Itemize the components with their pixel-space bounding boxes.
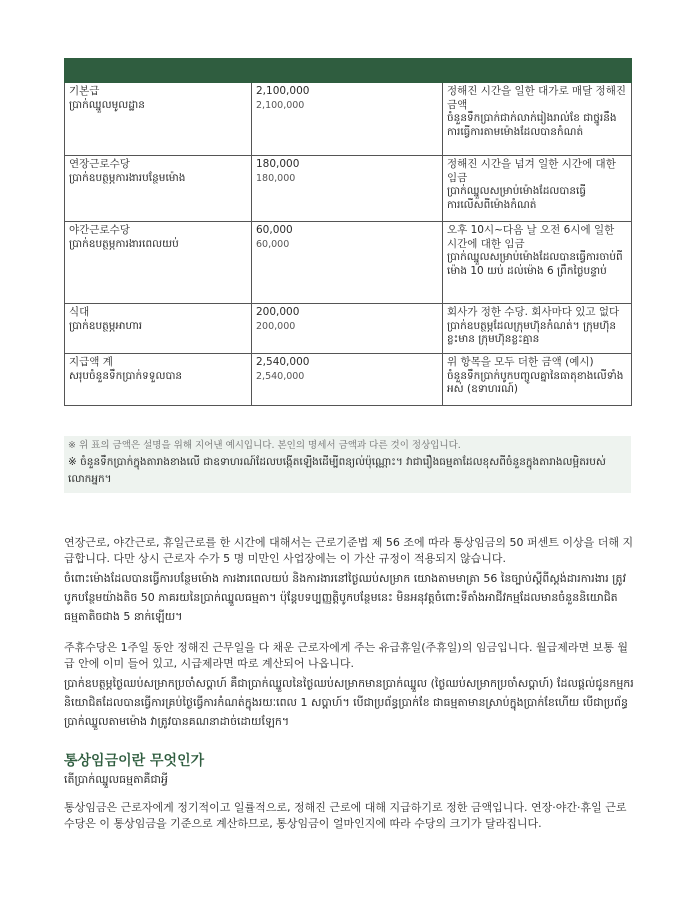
- weekly-holiday-paragraph: [64, 640, 634, 731]
- item-cell: [65, 354, 252, 406]
- description-khmer: ចំនួនទឹកប្រាក់ជាក់លាក់រៀងរាល់ខែ ជាថ្នូរនឹងការធ្វើការតាមម៉ោងដែលបានកំណត់: [447, 112, 617, 138]
- header-amount: [252, 59, 443, 83]
- header-description: [443, 59, 632, 83]
- item-khmer: ប្រាក់ឧបត្ថម្ភការងារពេលយប់: [69, 237, 179, 250]
- description-khmer: ចំនួនទឹកប្រាក់បូកបញ្ចូលគ្នានៃធាតុខាងលើទាំងអស់ (ឧទាហរណ៍): [447, 369, 624, 395]
- amount-cell: [252, 83, 443, 156]
- paragraph-khmer: ចំពោះម៉ោងដែលបានធ្វើការបន្ថែមម៉ោង ការងារពេលយប់ និងការងារនៅថ្ងៃឈប់សម្រាក យោងតាមមាត្រា 56 នៃច្បាប់ស្តីពីស្តង់ដារការងារ ត្រូវបូកបន្ថែមយ៉ាងតិច 50 ភាគរយនៃប្រាក់ឈ្នួលធម្មតា។ ប៉ុន្តែបទប្បញ្ញត្តិបូកបន្ថែមនេះ មិនអនុវត្តចំពោះទីតាំងអាជីវកម្មដែលមានចំនួននិយោជិតធម្មតាតិចជាង 5 នាក់ឡើយ។: [64, 572, 626, 623]
- item-cell: [65, 304, 252, 354]
- header-item: [65, 59, 252, 83]
- description-korean: 정해진 시간을 일한 대가로 매달 정해진 금액: [447, 85, 626, 111]
- overtime-paragraph: [64, 535, 634, 626]
- amount-value: 2,100,000: [256, 85, 310, 97]
- description-khmer: ប្រាក់ឧបត្ថម្ភដែលក្រុមហ៊ុនកំណត់។ ក្រុមហ៊ុនខ្លះមាន ក្រុមហ៊ុនខ្លះគ្មាន: [447, 319, 617, 345]
- amount-cell: [252, 354, 443, 406]
- table-row: [65, 156, 632, 222]
- amount-secondary: 2,540,000: [256, 370, 305, 382]
- pay-table: [64, 58, 632, 406]
- item-korean: 식대: [69, 306, 90, 318]
- amount-value: 2,540,000: [256, 356, 310, 368]
- amount-cell: [252, 304, 443, 354]
- table-row: [65, 222, 632, 304]
- description-korean: 오후 10시~다음 날 오전 6시에 일한 시간에 대한 임금: [447, 224, 615, 250]
- table-row: [65, 304, 632, 354]
- paragraph-korean: 연장근로, 야간근로, 휴일근로를 한 시간에 대해서는 근로기준법 제 56 조에 따라 통상임금의 50 퍼센트 이상을 더해 지급합니다. 다만 상시 근로자 수가 5 명 미만인 사업장에는 이 가산 규정이 적용되지 않습니다.: [64, 536, 634, 565]
- amount-secondary: 2,100,000: [256, 99, 305, 111]
- amount-cell: [252, 222, 443, 304]
- note-korean: ※ 위 표의 금액은 설명을 위해 지어낸 예시입니다. 본인의 명세서 금액과 다른 것이 정상입니다.: [68, 440, 461, 451]
- description-cell: [443, 156, 632, 222]
- item-cell: [65, 156, 252, 222]
- section-body: 통상임금은 근로자에게 정기적이고 일률적으로, 정해진 근로에 대해 지급하기로 정한 금액입니다. 연장·야간·휴일 근로수당은 이 통상임금을 기준으로 계산하므로, 통상임금이 얼마인지에 따라 수당의 크기가 달라집니다.: [64, 801, 627, 830]
- amount-cell: [252, 156, 443, 222]
- description-cell: [443, 304, 632, 354]
- item-khmer: ប្រាក់ឧបត្ថម្ភការងារបន្ថែមម៉ោង: [69, 171, 186, 184]
- description-korean: 위 항목을 모두 더한 금액 (예시): [447, 356, 594, 368]
- amount-value: 180,000: [256, 158, 300, 170]
- amount-value: 60,000: [256, 224, 293, 236]
- content-area: [64, 58, 631, 406]
- amount-secondary: 180,000: [256, 172, 296, 184]
- section-heading: 통상임금이란 무엇인가: [64, 753, 205, 769]
- item-korean: 기본급: [69, 85, 100, 97]
- paragraph-khmer: ប្រាក់ឧបត្ថម្ភថ្ងៃឈប់សម្រាកប្រចាំសប្តាហ៍ គឺជាប្រាក់ឈ្នួលនៃថ្ងៃឈប់សម្រាកមានប្រាក់ឈ្នួល (ថ្ងៃឈប់សម្រាកប្រចាំសប្តាហ៍) ដែលផ្តល់ជូនកម្មករនិយោជិតដែលបានធ្វើការគ្រប់ថ្ងៃធ្វើការកំណត់ក្នុងរយៈពេល 1 សប្តាហ៍។ បើជាប្រព័ន្ធប្រាក់ខែ ជាធម្មតាមានស្រាប់ក្នុងប្រាក់ខែហើយ បើជាប្រព័ន្ធប្រាក់ឈ្នួលតាមម៉ោង វាត្រូវបានគណនាដាច់ដោយឡែក។: [64, 677, 634, 728]
- table-header-row: [65, 59, 632, 83]
- item-cell: [65, 222, 252, 304]
- table-row: [65, 354, 632, 406]
- description-khmer: ប្រាក់ឈ្នួលសម្រាប់ម៉ោងដែលបានធ្វើការលើសពីម៉ោងកំណត់: [447, 185, 587, 211]
- amount-value: 200,000: [256, 306, 300, 318]
- paragraph-korean: 주휴수당은 1주일 동안 정해진 근무일을 다 채운 근로자에게 주는 유급휴일(주휴일)의 임금입니다. 월급제라면 보통 월급 안에 이미 들어 있고, 시급제라면 따로 계산되어 나옵니다.: [64, 641, 628, 670]
- item-khmer: ប្រាក់ឧបត្ថម្ភអាហារ: [69, 319, 143, 332]
- item-cell: [65, 83, 252, 156]
- description-khmer: ប្រាក់ឈ្នួលសម្រាប់ម៉ោងដែលបានធ្វើការចាប់ពីម៉ោង 10 យប់ ដល់ម៉ោង 6 ព្រឹកថ្ងៃបន្ទាប់: [447, 251, 623, 277]
- description-korean: 정해진 시간을 넘겨 일한 시간에 대한 임금: [447, 158, 616, 184]
- table-row: [65, 83, 632, 156]
- note-khmer: ※ ចំនួនទឹកប្រាក់ក្នុងតារាងខាងលើ ជាឧទាហរណ៍ដែលបង្កើតឡើងដើម្បីពន្យល់ប៉ុណ្ណោះ។ វាជារឿងធម្មតាដែលខុសពីចំនួនក្នុងតារាងលម្អិតរបស់លោកអ្នក។: [68, 456, 606, 485]
- item-korean: 지급액 계: [69, 356, 113, 368]
- description-korean: 회사가 정한 수당. 회사마다 있고 없다: [447, 306, 620, 318]
- section-subheading: តើប្រាក់ឈ្នួលធម្មតាគឺជាអ្វី: [64, 773, 168, 786]
- item-korean: 야간근로수당: [69, 224, 130, 236]
- amount-secondary: 60,000: [256, 238, 290, 250]
- table-note: [64, 436, 631, 493]
- item-khmer: ប្រាក់ឈ្នួលមូលដ្ឋាន: [69, 98, 145, 111]
- description-cell: [443, 354, 632, 406]
- description-cell: [443, 222, 632, 304]
- item-korean: 연장근로수당: [69, 158, 130, 170]
- amount-secondary: 200,000: [256, 320, 296, 332]
- description-cell: [443, 83, 632, 156]
- item-khmer: សរុបចំនួនទឹកប្រាក់ទទួលបាន: [69, 369, 183, 382]
